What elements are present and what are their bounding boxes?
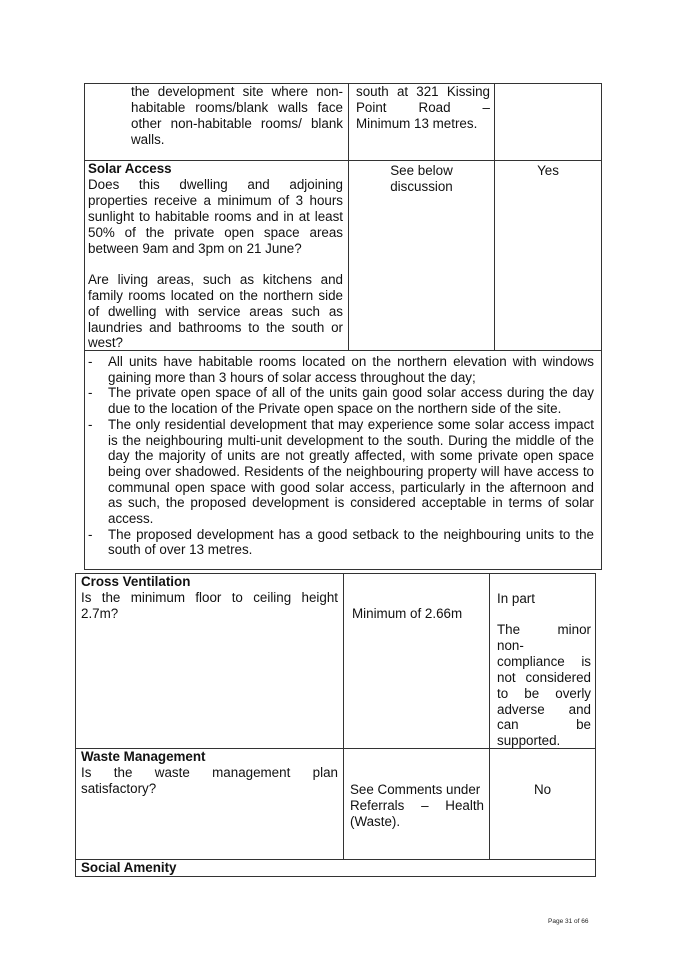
- solar-q1-line-1: Does this dwelling and adjoining: [88, 177, 343, 192]
- top-row-desc-line-2: habitable rooms/blank walls face: [131, 100, 343, 115]
- solar-q1-line-5: between 9am and 3pm on 21 June?: [88, 241, 302, 256]
- col-divider-2b: [489, 573, 490, 860]
- solar-access-heading: Solar Access: [88, 161, 172, 176]
- cross-vent-note-line-6: adverse and: [497, 702, 591, 717]
- table2-border-left: [75, 573, 76, 877]
- solar-complies: Yes: [537, 163, 559, 178]
- solar-q1-line-4: 50% of the private open space areas: [88, 225, 343, 240]
- col-divider-1b: [343, 573, 344, 860]
- page-number: Page 31 of 66: [548, 918, 589, 925]
- waste-management-heading: Waste Management: [81, 749, 206, 764]
- cross-vent-question-line-1: Is the minimum floor to ceiling height: [81, 590, 338, 605]
- cross-vent-note-line-2: non-: [497, 638, 524, 653]
- waste-complies: No: [533, 782, 552, 797]
- waste-comment-line-3: (Waste).: [350, 814, 401, 829]
- cross-ventilation-heading: Cross Ventilation: [81, 574, 191, 589]
- cross-vent-note-line-1: The minor: [497, 622, 591, 637]
- col-divider-2a: [494, 83, 495, 351]
- waste-comment-line-1: See Comments under: [350, 782, 481, 797]
- solar-q2-line-1: Are living areas, such as kitchens and: [88, 272, 343, 287]
- solar-q2-line-2: family rooms located on the northern side: [88, 288, 343, 303]
- table-border-right-1: [601, 83, 602, 570]
- cross-vent-note-line-4: not considered: [497, 670, 591, 685]
- table-border-left-1: [84, 83, 85, 570]
- table2-border-right: [595, 573, 596, 877]
- solar-q1-line-2: properties receive a minimum of 3 hours: [88, 193, 343, 208]
- solar-q1-line-3: sunlight to habitable rooms and in at least: [88, 209, 343, 224]
- cross-vent-note-line-5: to be overly: [497, 686, 591, 701]
- cross-vent-complies: In part: [497, 591, 535, 606]
- top-row-desc-line-4: walls.: [131, 132, 165, 147]
- cross-vent-note-line-8: supported.: [497, 733, 561, 748]
- solar-comment-line-1: See below: [390, 163, 453, 178]
- top-row-desc-line-3: other non-habitable rooms/ blank: [131, 116, 343, 131]
- solar-discussion-item: - All units have habitable rooms located on the northern elevation with windows gaining more than 3 hours of solar access throughout the day;: [86, 354, 594, 385]
- col-divider-1a: [348, 83, 349, 351]
- cross-vent-note-line-7: can be: [497, 717, 591, 732]
- solar-q2-line-5: west?: [88, 335, 123, 350]
- solar-discussion-item: - The proposed development has a good setback to the neighbouring units to the south of over 13 metres.: [86, 527, 594, 558]
- row-divider-discussion: [84, 350, 602, 351]
- table2-border-bottom: [75, 876, 596, 877]
- row-divider-section-end: [84, 569, 602, 570]
- solar-discussion-list: [86, 354, 594, 558]
- top-row-comment-line-3: Minimum 13 metres.: [356, 116, 478, 131]
- waste-question-line-2: satisfactory?: [81, 781, 157, 796]
- cross-vent-note-line-3: compliance is: [497, 654, 591, 669]
- waste-comment-line-2: Referrals – Health: [350, 798, 484, 813]
- cross-vent-question-line-2: 2.7m?: [81, 606, 119, 621]
- social-amenity-heading: Social Amenity: [81, 860, 177, 875]
- solar-q2-line-3: of dwelling with service areas such as: [88, 304, 343, 319]
- top-row-desc-line-1: the development site where non-: [131, 84, 343, 99]
- solar-discussion-item: - The only residential development that may experience some solar access impact is the neighbouring multi-unit development to the south. During the middle of the day the majority of units are not greatly affected, with some private open space being over shadowed. Residents of the neighbouring property will have access to communal open space with good solar access, particularly in the afternoon and as such, the proposed development is considered acceptable in terms of solar access.: [86, 417, 594, 527]
- top-row-comment-line-2: Point Road –: [356, 100, 490, 115]
- solar-discussion-item: - The private open space of all of the units gain good solar access during the day due to the location of the Private open space on the northern side of the site.: [86, 385, 594, 416]
- solar-q2-line-4: laundries and bathrooms to the south or: [88, 320, 343, 335]
- cross-vent-comment: Minimum of 2.66m: [352, 606, 463, 621]
- solar-comment-line-2: discussion: [390, 179, 453, 194]
- waste-question-line-1: Is the waste management plan: [81, 765, 338, 780]
- top-row-comment-line-1: south at 321 Kissing: [356, 84, 490, 99]
